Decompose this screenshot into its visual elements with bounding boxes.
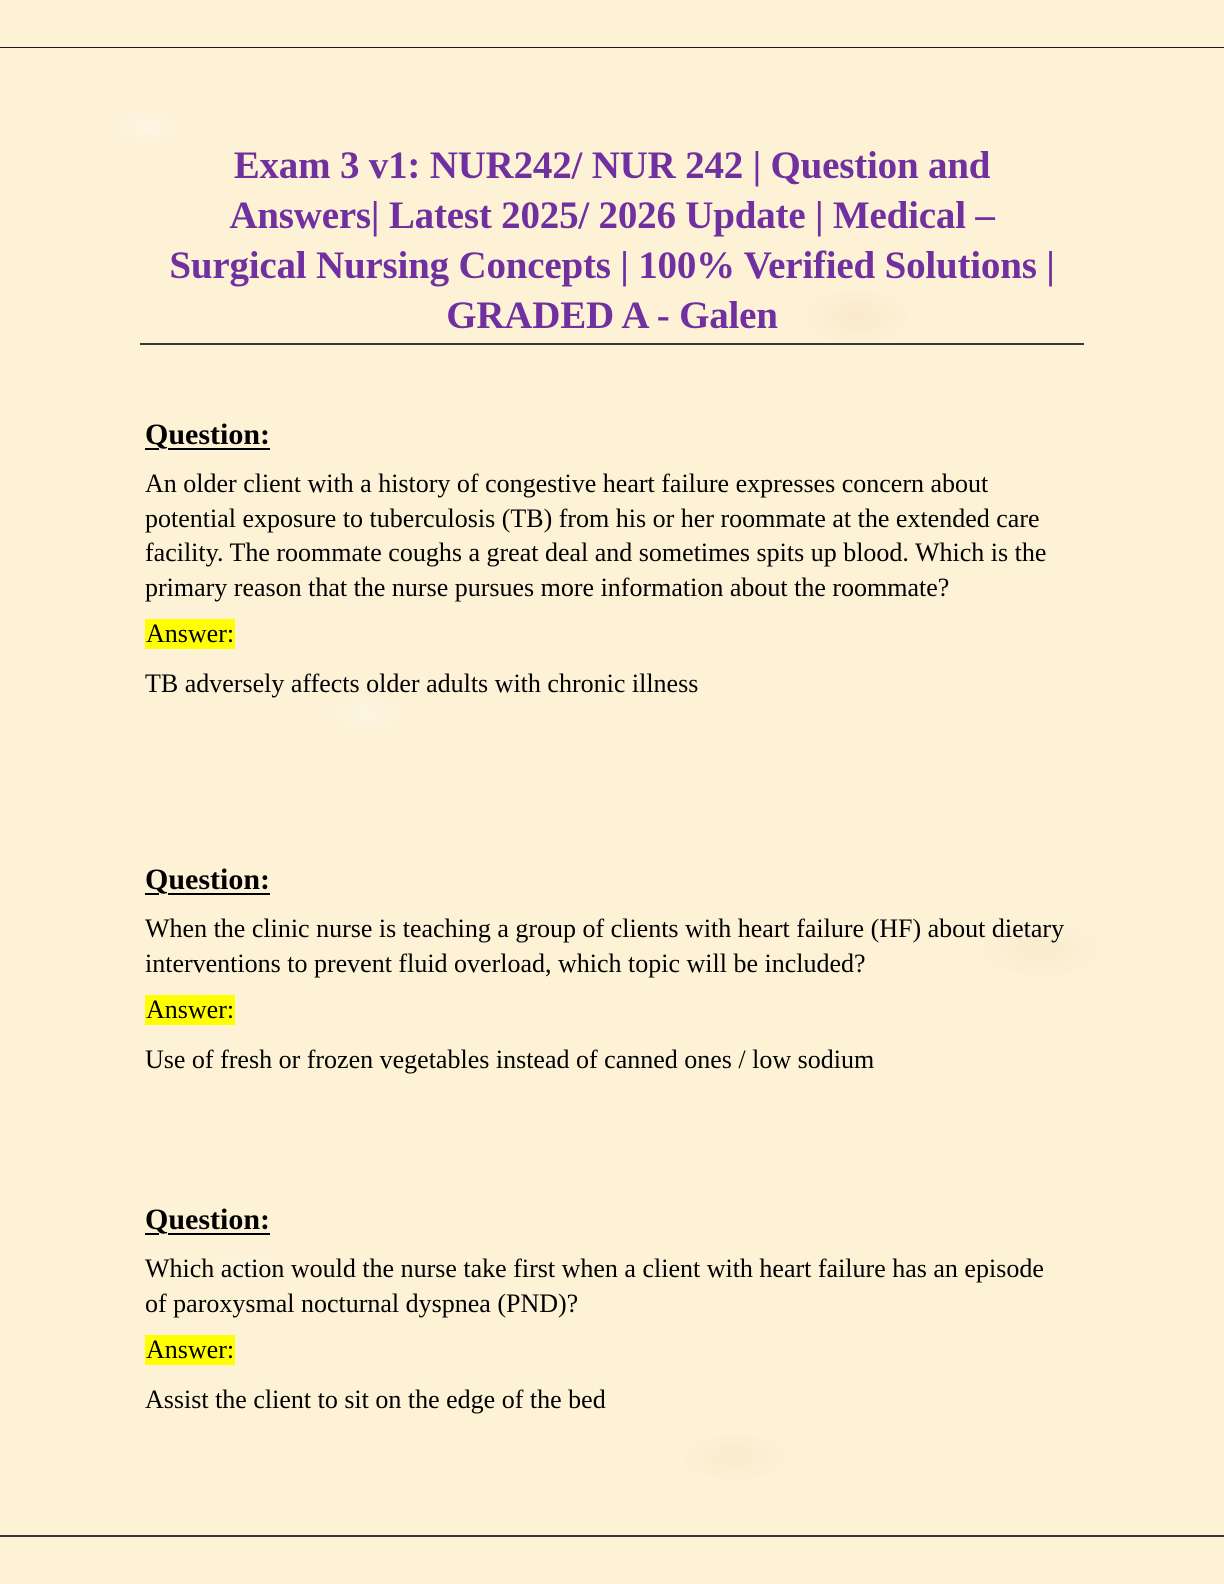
title-underline-divider bbox=[140, 343, 1084, 345]
title-line-2: Answers| Latest 2025/ 2026 Update | Medical – bbox=[229, 194, 995, 237]
title-line-3: Surgical Nursing Concepts | 100% Verified Solutions | bbox=[169, 244, 1055, 287]
page-bottom-divider bbox=[0, 1535, 1224, 1537]
title-line-4: GRADED A - Galen bbox=[446, 294, 778, 337]
answer-label: Answer: bbox=[146, 619, 235, 648]
answer-label: Answer: bbox=[146, 995, 235, 1024]
question-text: An older client with a history of congestive heart failure expresses concern about potential exposure to tuberculosis (TB) from his or her roommate at the extended care facility. The roommate coughs a great deal and sometimes spits up blood. Which is the primary reason that the nurse pursues more information about the roommate? bbox=[145, 469, 1047, 602]
qa-item-2 bbox=[145, 862, 1065, 1077]
question-text: Which action would the nurse take first when a client with heart failure has an episode of paroxysmal nocturnal dyspnea (PND)? bbox=[145, 1254, 1044, 1318]
answer-text: Assist the client to sit on the edge of the bed bbox=[145, 1385, 606, 1414]
page-top-divider bbox=[0, 47, 1224, 48]
question-heading: Question: bbox=[145, 1203, 271, 1236]
answer-text: TB adversely affects older adults with chronic illness bbox=[145, 669, 699, 698]
answer-text: Use of fresh or frozen vegetables instead of canned ones / low sodium bbox=[145, 1045, 875, 1074]
qa-item-3 bbox=[145, 1202, 1065, 1417]
document-title bbox=[140, 141, 1084, 341]
question-heading: Question: bbox=[145, 418, 271, 451]
question-text: When the clinic nurse is teaching a group of clients with heart failure (HF) about dietary interventions to prevent fluid overload, which topic will be included? bbox=[145, 914, 1065, 978]
answer-label: Answer: bbox=[146, 1335, 235, 1364]
title-line-1: Exam 3 v1: NUR242/ NUR 242 | Question and bbox=[233, 144, 991, 187]
qa-item-1 bbox=[145, 417, 1065, 701]
question-heading: Question: bbox=[145, 863, 271, 896]
